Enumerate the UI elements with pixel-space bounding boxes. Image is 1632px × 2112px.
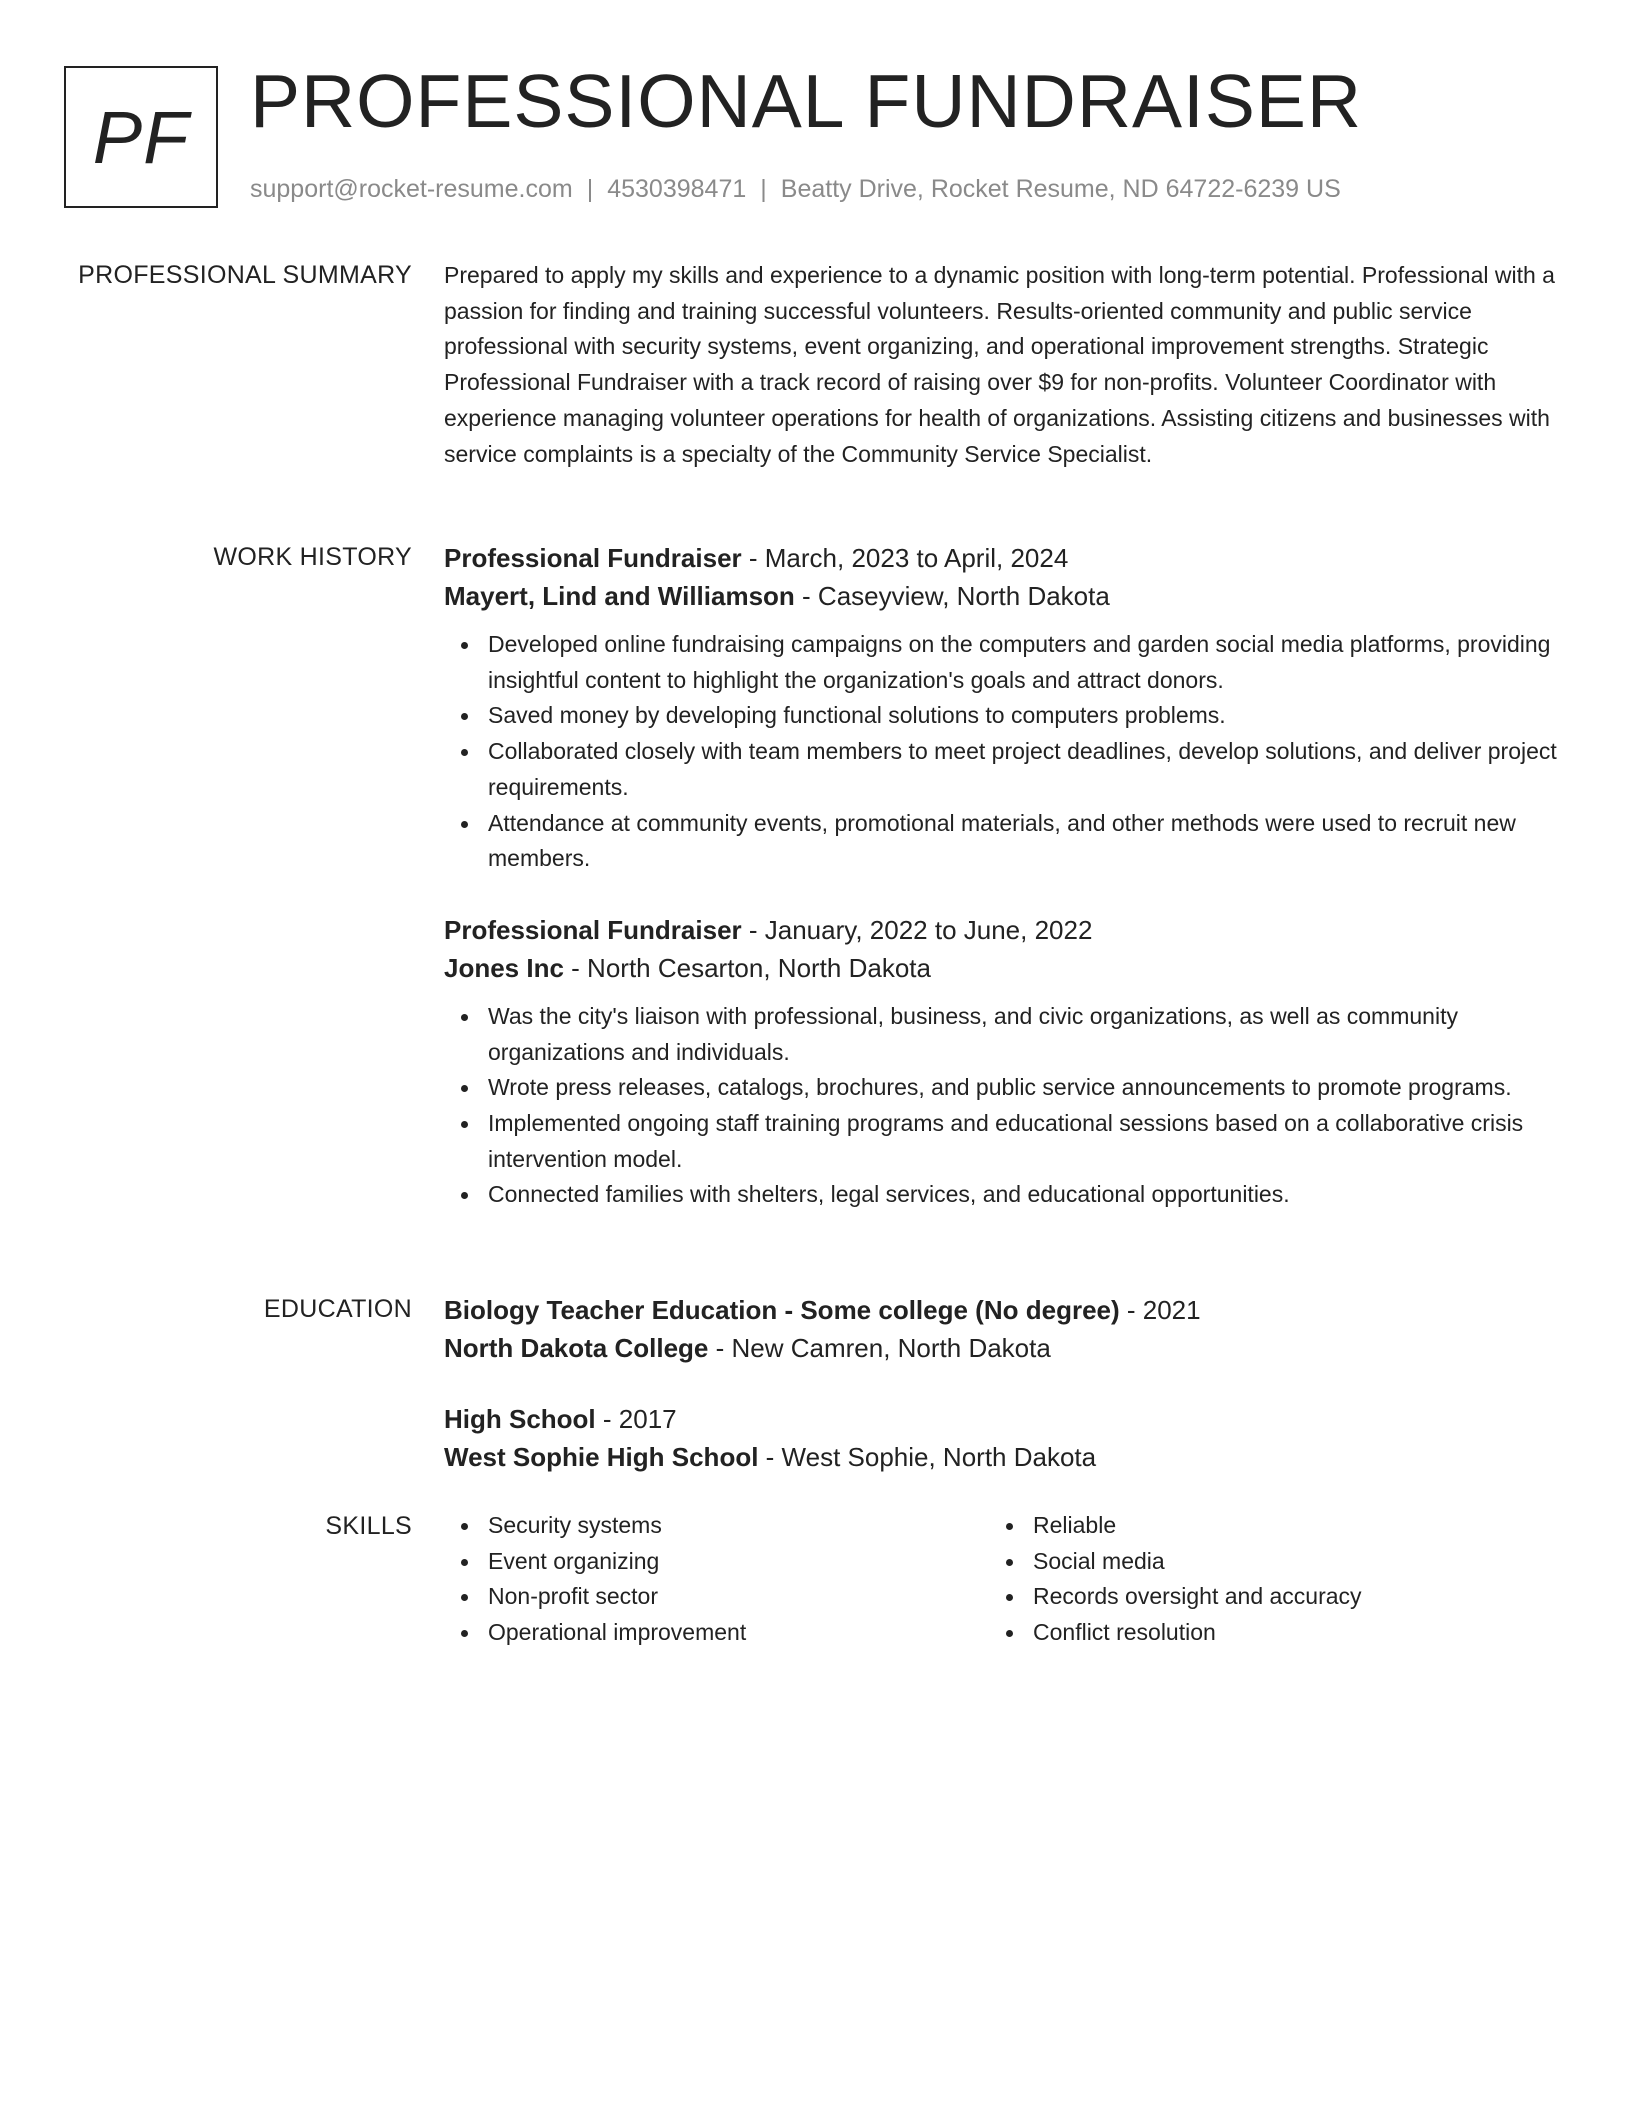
summary-body <box>444 257 1564 472</box>
summary-text: Prepared to apply my skills and experience to a dynamic position with long-term potential. Professional with a passion for finding and training successful volunteers. Results-oriented community and public service professional with security systems, event organizing, and operational improvement strengths. Strategic Professional Fundraiser with a track record of raising over $9 for non-profits. Volunteer Coordinator with experience managing volunteer operations for health of organizations. Assisting citizens and businesses with service complaints is a specialty of the Community Service Specialist. <box>444 262 1555 467</box>
job-dates: - January, 2022 to June, 2022 <box>741 914 1093 945</box>
education-year: - 2017 <box>595 1404 677 1434</box>
job-entry <box>444 911 1564 1213</box>
education-entry <box>444 1400 1564 1476</box>
skills-list-left <box>444 1508 989 1651</box>
skill-item: Records oversight and accuracy <box>989 1579 1534 1615</box>
education-body <box>444 1291 1564 1476</box>
education-degree: High School <box>444 1404 596 1434</box>
skill-item: Reliable <box>989 1508 1534 1544</box>
job-dates: - March, 2023 to April, 2024 <box>741 543 1069 573</box>
job-bullet-list <box>444 627 1564 877</box>
job-title: Professional Fundraiser <box>444 543 742 573</box>
education-location: - West Sophie, North Dakota <box>758 1442 1097 1472</box>
monogram-box <box>64 66 218 208</box>
education-label: EDUCATION <box>263 1295 412 1323</box>
job-location: - North Cesarton, North Dakota <box>563 952 931 983</box>
job-title-line <box>444 911 1564 949</box>
education-school: West Sophie High School <box>444 1442 759 1472</box>
skills-label: SKILLS <box>325 1512 412 1540</box>
skill-item: Security systems <box>444 1508 989 1544</box>
skills-body <box>444 1508 1564 1651</box>
job-company: Jones Inc <box>444 952 564 983</box>
education-degree: Biology Teacher Education - Some college (No degree) <box>444 1295 1120 1325</box>
job-bullet: Connected families with shelters, legal services, and educational opportunities. <box>444 1177 1564 1213</box>
job-title: Professional Fundraiser <box>444 914 742 945</box>
skill-item: Social media <box>989 1544 1534 1580</box>
job-company: Mayert, Lind and Williamson <box>444 581 795 611</box>
job-bullet: Collaborated closely with team members to meet project deadlines, develop solutions, and deliver project requirements. <box>444 734 1564 805</box>
monogram-initials: PF <box>92 95 190 179</box>
job-bullet: Developed online fundraising campaigns on the computers and garden social media platforms, providing insightful content to highlight the organization's goals and attract donors. <box>444 627 1564 698</box>
education-school-line <box>444 1438 1564 1476</box>
contact-address: Beatty Drive, Rocket Resume, ND 64722-6239 US <box>780 175 1341 203</box>
job-company-line <box>444 577 1564 615</box>
skill-item: Non-profit sector <box>444 1579 989 1615</box>
contact-line <box>250 172 1341 206</box>
job-bullet: Was the city's liaison with professional, business, and civic organizations, as well as community organizations and individuals. <box>444 999 1564 1070</box>
job-bullet-list <box>444 999 1564 1213</box>
education-year: - 2021 <box>1119 1295 1201 1325</box>
skills-columns <box>444 1508 1564 1651</box>
skill-item: Operational improvement <box>444 1615 989 1651</box>
job-company-line <box>444 949 1564 987</box>
education-location: - New Camren, North Dakota <box>708 1333 1051 1363</box>
skill-item: Event organizing <box>444 1544 989 1580</box>
work-history-body <box>444 539 1564 1213</box>
work-history-label: WORK HISTORY <box>213 543 412 571</box>
education-entry <box>444 1291 1564 1367</box>
skill-item: Conflict resolution <box>989 1615 1534 1651</box>
resume-name: PROFESSIONAL FUNDRAISER <box>250 59 1363 143</box>
education-degree-line <box>444 1291 1564 1329</box>
job-bullet: Wrote press releases, catalogs, brochures, and public service announcements to promote programs. <box>444 1070 1564 1106</box>
job-location: - Caseyview, North Dakota <box>794 581 1110 611</box>
skills-list-right <box>989 1508 1534 1651</box>
contact-email: support@rocket-resume.com <box>250 175 573 203</box>
education-school: North Dakota College <box>444 1333 709 1363</box>
education-school-line <box>444 1329 1564 1367</box>
job-title-line <box>444 539 1564 577</box>
contact-separator: | <box>760 175 767 203</box>
job-bullet: Implemented ongoing staff training programs and educational sessions based on a collaborative crisis intervention model. <box>444 1106 1564 1177</box>
contact-phone: 4530398471 <box>607 175 747 203</box>
summary-label: PROFESSIONAL SUMMARY <box>78 261 412 289</box>
job-bullet: Attendance at community events, promotional materials, and other methods were used to recruit new members. <box>444 806 1564 877</box>
contact-separator: | <box>586 175 594 203</box>
education-degree-line <box>444 1400 1564 1438</box>
job-bullet: Saved money by developing functional solutions to computers problems. <box>444 698 1564 734</box>
job-entry <box>444 539 1564 877</box>
